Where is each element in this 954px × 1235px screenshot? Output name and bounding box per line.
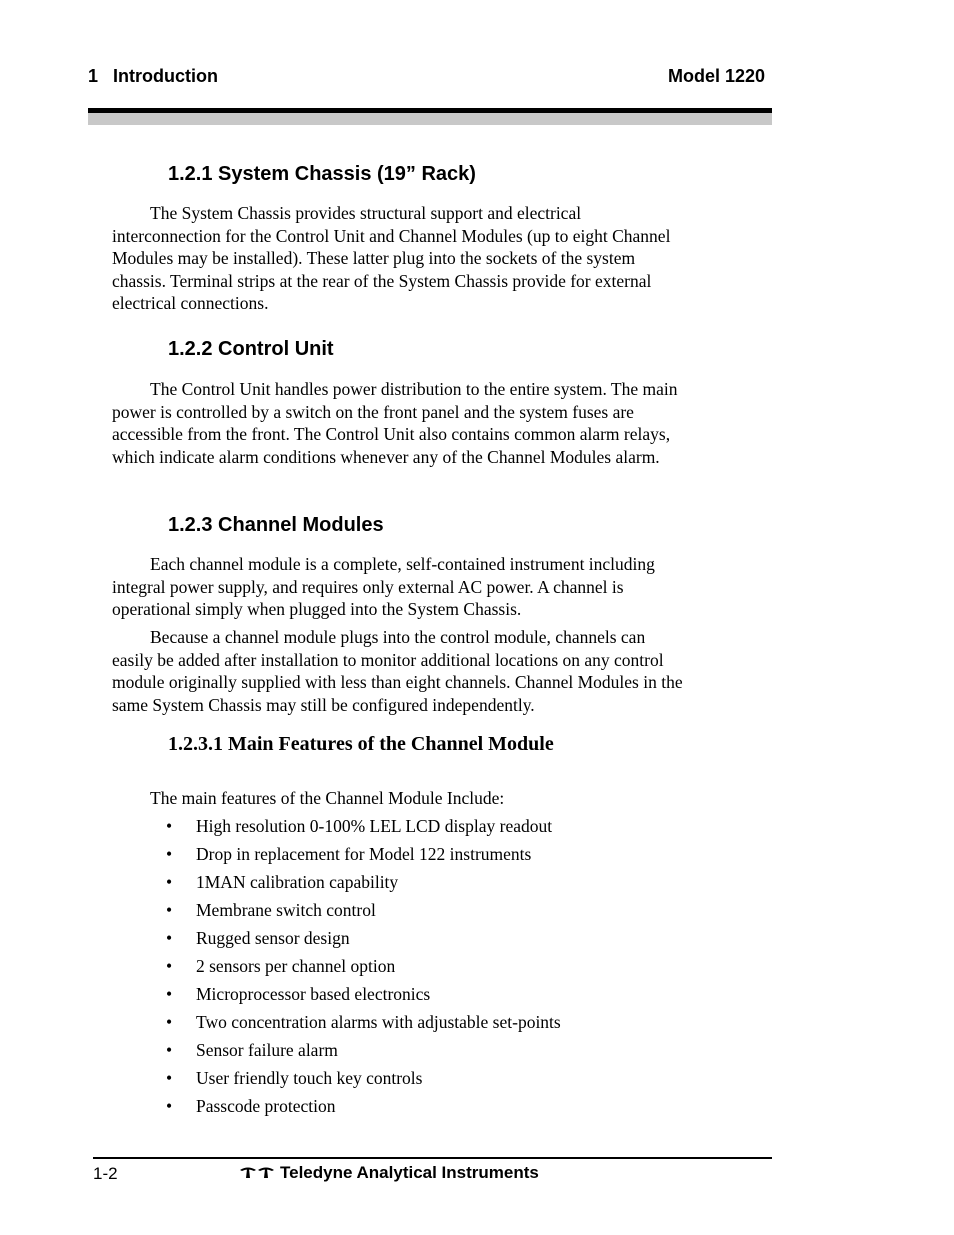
bullet-icon: • [166,844,173,864]
paragraph-control-unit: The Control Unit handles power distribution to the entire system. The main power is controlled by a switch on the front panel and the system fuses are accessible from the front. The Control Unit also contains common alarm relays, which indicate alarm conditions whenever any of the Channel Modules alarm. [112,379,678,467]
list-item [166,842,561,870]
footer-page-number: 1-2 [93,1164,118,1183]
list-item [166,1066,561,1094]
list-item [166,1094,561,1122]
list-item [166,1010,561,1038]
list-item-text: User friendly touch key controls [196,1068,423,1088]
bullet-icon: • [166,1040,173,1060]
paragraph-system-chassis: The System Chassis provides structural support and electrical interconnection for the Control Unit and Channel Modules (up to eight Channel Modules may be installed). These latter plug into the sockets of the system chassis. Terminal strips at the rear of the System Chassis provide for external electrical connections. [112,203,671,313]
heading-channel-modules: 1.2.3 Channel Modules [168,514,384,536]
list-item [166,954,561,982]
list-item-text: Membrane switch control [196,900,376,920]
bullet-icon: • [166,1096,173,1116]
header-model: Model 1220 [668,66,766,86]
bullet-icon: • [166,1012,173,1032]
list-item-text: 2 sensors per channel option [196,956,396,976]
list-item-text: High resolution 0-100% LEL LCD display readout [196,816,553,836]
bullet-icon: • [166,1068,173,1088]
footer-rule [93,1157,772,1159]
bullet-icon: • [166,984,173,1004]
list-item [166,870,561,898]
bullet-icon: • [166,872,173,892]
bullet-icon: • [166,956,173,976]
list-item-text: Passcode protection [196,1096,336,1116]
list-item-text: 1MAN calibration capability [196,872,399,892]
list-item [166,926,561,954]
list-item [166,898,561,926]
bullet-icon: • [166,928,173,948]
bullet-icon: • [166,900,173,920]
heading-control-unit: 1.2.2 Control Unit [168,338,334,360]
list-item [166,982,561,1010]
list-item-text: Rugged sensor design [196,928,350,948]
footer-company: Teledyne Analytical Instruments [280,1163,539,1182]
bullet-icon: • [166,816,173,836]
teledyne-logo-icon [239,1165,275,1179]
paragraph-channel-modules-1: Each channel module is a complete, self-contained instrument including integral power supply, and requires only external AC power. A channel is operational simply when plugged into the System Chassis. [112,554,655,619]
list-item-text: Microprocessor based electronics [196,984,431,1004]
header-section-title: 1 Introduction [88,66,218,86]
list-item-text: Two concentration alarms with adjustable set-points [196,1012,561,1032]
paragraph-channel-modules-2: Because a channel module plugs into the control module, channels can easily be added after installation to monitor additional locations on any control module originally supplied with less than eight channels. Channel Modules in the same System Chassis may still be configured independently. [112,627,683,715]
list-item-text: Sensor failure alarm [196,1040,338,1060]
heading-main-features: 1.2.3.1 Main Features of the Channel Module [168,733,554,755]
header-rule-shade [88,113,772,125]
list-item [166,814,561,842]
features-list [166,814,561,1122]
features-intro: The main features of the Channel Module Include: [150,788,505,808]
heading-system-chassis: 1.2.1 System Chassis (19” Rack) [168,163,476,185]
list-item [166,1038,561,1066]
list-item-text: Drop in replacement for Model 122 instruments [196,844,532,864]
